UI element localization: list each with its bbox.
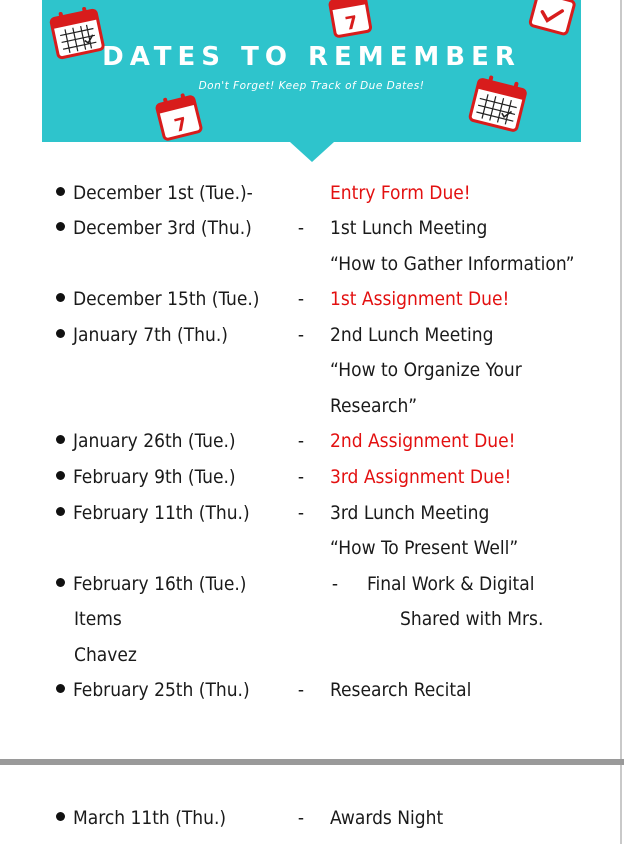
bullet-icon <box>56 435 65 444</box>
list-item-event: 2nd Lunch Meeting <box>330 324 494 346</box>
list-item-dash: - <box>297 217 305 239</box>
bullet-icon <box>56 578 65 587</box>
calendar-check-icon <box>524 0 576 40</box>
list-item-date-continuation: Items <box>74 608 122 630</box>
list-item-event: 1st Lunch Meeting <box>330 217 488 239</box>
list-item-date: December 3rd (Thu.) <box>56 210 252 246</box>
list-item-event: Entry Form Due! <box>330 182 471 204</box>
list-item-date: February 11th (Thu.) <box>56 495 250 531</box>
list-item-event-detail: “How To Present Well” <box>330 537 519 559</box>
banner-pointer <box>290 142 334 162</box>
list-item-dash: - <box>297 679 305 701</box>
list-item-event: 3rd Assignment Due! <box>330 466 512 488</box>
bullet-icon <box>56 187 65 196</box>
bullet-icon <box>56 471 65 480</box>
calendar-day-icon <box>328 0 374 40</box>
list-item-date: February 25th (Thu.) <box>56 672 250 708</box>
bullet-icon <box>56 812 65 821</box>
bullet-icon <box>56 684 65 693</box>
page-edge-rule <box>620 0 622 844</box>
list-item-dash: - <box>297 466 305 488</box>
list-item-event: 1st Assignment Due! <box>330 288 510 310</box>
list-item-date: December 15th (Tue.) <box>56 281 259 317</box>
list-item-event-detail: Shared with Mrs. <box>400 608 544 630</box>
bullet-icon <box>56 293 65 302</box>
list-item-dash: - <box>297 502 305 524</box>
list-item-date: December 1st (Tue.)- <box>56 175 253 211</box>
list-item-dash: - <box>297 807 305 829</box>
list-item-dash: - <box>297 324 305 346</box>
list-item-event-detail: “How to Gather Information” <box>330 253 575 275</box>
list-item-event: 3rd Lunch Meeting <box>330 502 490 524</box>
calendar-day-icon-small <box>152 92 206 144</box>
list-item-dash: - <box>297 430 305 452</box>
list-item-event: Final Work & Digital <box>367 573 535 595</box>
list-item-date: January 26th (Tue.) <box>56 423 236 459</box>
header-banner <box>42 0 581 142</box>
list-item-event: Research Recital <box>330 679 472 701</box>
bullet-icon <box>56 507 65 516</box>
list-item-event-detail: Research” <box>330 395 418 417</box>
svg-text:7: 7 <box>172 113 190 137</box>
list-item-event: Awards Night <box>330 807 444 829</box>
list-item-dash: - <box>297 288 305 310</box>
list-item-date: March 11th (Thu.) <box>56 800 226 836</box>
list-item-event: 2nd Assignment Due! <box>330 430 516 452</box>
page-title: DATES TO REMEMBER <box>102 42 521 72</box>
list-item-event-detail: “How to Organize Your <box>330 359 522 381</box>
page-subtitle: Don't Forget! Keep Track of Due Dates! <box>198 80 425 92</box>
list-item-date-continuation: Chavez <box>74 644 137 666</box>
section-divider <box>0 759 624 765</box>
list-item-date: February 16th (Tue.) <box>56 566 246 602</box>
list-item-date: January 7th (Thu.) <box>56 317 228 353</box>
list-item-dash: - <box>331 573 339 595</box>
list-item-date: February 9th (Tue.) <box>56 459 236 495</box>
bullet-icon <box>56 329 65 338</box>
bullet-icon <box>56 222 65 231</box>
calendar-day-number: 7 <box>343 12 360 35</box>
